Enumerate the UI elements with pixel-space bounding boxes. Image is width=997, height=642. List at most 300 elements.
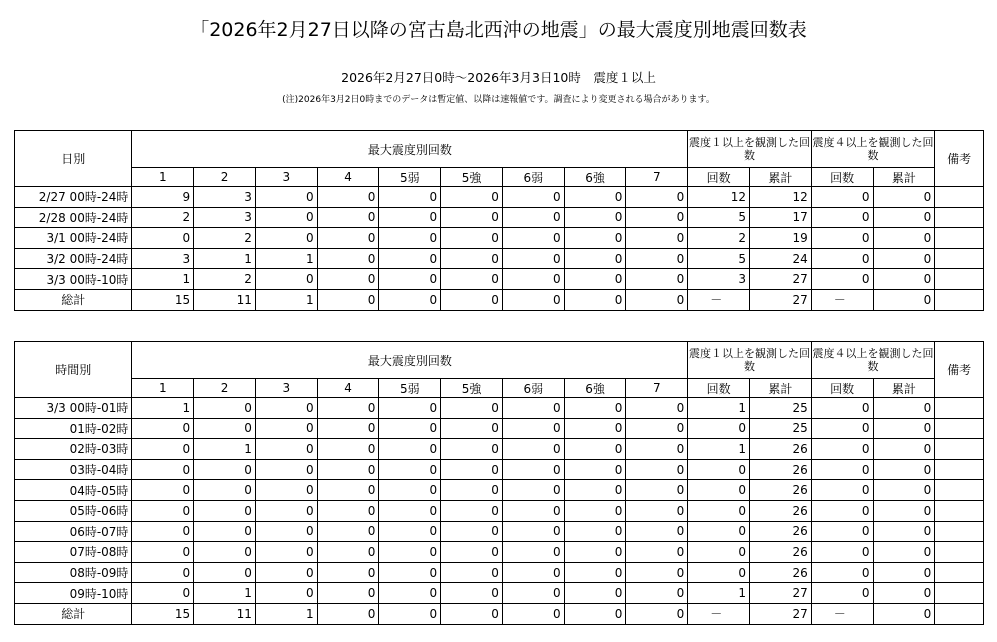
row-label: 05時-06時 — [15, 500, 132, 521]
obs1-count-cell: 3 — [688, 269, 750, 290]
intensity-count-cell: 0 — [502, 187, 564, 208]
intensity-count-cell: 0 — [441, 583, 503, 604]
table-row — [15, 187, 984, 208]
intensity-count-cell: 0 — [502, 603, 564, 624]
remarks-cell — [935, 542, 984, 563]
obs1-cumulative-cell: 26 — [750, 562, 812, 583]
obs1-cumulative-cell: 26 — [750, 500, 812, 521]
obs1-count-cell: 0 — [688, 521, 750, 542]
intensity-count-cell: 0 — [132, 459, 194, 480]
intensity-count-cell: 0 — [132, 418, 194, 439]
intensity-count-cell: 0 — [132, 542, 194, 563]
obs1-cumulative-cell: 27 — [750, 269, 812, 290]
obs1-count-cell: 0 — [688, 542, 750, 563]
intensity-count-cell: 0 — [379, 289, 441, 310]
intensity-count-cell: 0 — [255, 521, 317, 542]
intensity-count-cell: 0 — [317, 228, 379, 249]
intensity-count-cell: 0 — [379, 521, 441, 542]
intensity-count-cell: 0 — [626, 500, 688, 521]
intensity-count-cell: 0 — [626, 480, 688, 501]
intensity-count-cell: 0 — [255, 269, 317, 290]
intensity-count-cell: 0 — [317, 500, 379, 521]
row-label-header: 日別 — [15, 131, 132, 187]
obs1-count-cell: 1 — [688, 439, 750, 460]
row-label: 3/3 00時-10時 — [15, 269, 132, 290]
intensity-count-cell: 2 — [132, 207, 194, 228]
intensity-count-cell: 0 — [564, 289, 626, 310]
row-label: 2/28 00時-24時 — [15, 207, 132, 228]
page-title: 「2026年2月27日以降の宮古島北西沖の地震」の最大震度別地震回数表 — [190, 19, 807, 41]
intensity-count-cell: 11 — [194, 289, 256, 310]
intensity-count-cell: 0 — [564, 603, 626, 624]
obs1-count-cell: 5 — [688, 248, 750, 269]
hourly-count-table — [14, 341, 984, 625]
intensity-count-cell: 0 — [626, 418, 688, 439]
intensity-count-cell: 0 — [564, 521, 626, 542]
intensity-count-cell: 0 — [626, 187, 688, 208]
intensity-count-cell: 0 — [255, 187, 317, 208]
table-row — [15, 248, 984, 269]
intensity-count-cell: 0 — [564, 542, 626, 563]
obs4-count-cell: － — [811, 603, 873, 624]
daily-count-table — [14, 130, 984, 311]
count-header: 回数 — [688, 379, 750, 398]
intensity-count-cell: 1 — [132, 398, 194, 419]
intensity-count-cell: 0 — [317, 398, 379, 419]
obs4-cumulative-cell: 0 — [873, 562, 935, 583]
intensity-count-cell: 0 — [132, 583, 194, 604]
intensity-count-cell: 0 — [317, 562, 379, 583]
intensity-header: 5強 — [441, 168, 503, 187]
obs-intensity4-group-header: 震度４以上を観測した回数 — [811, 342, 935, 379]
table-row — [15, 228, 984, 249]
intensity-count-cell: 0 — [255, 542, 317, 563]
intensity-count-cell: 0 — [626, 289, 688, 310]
row-label: 3/2 00時-24時 — [15, 248, 132, 269]
row-label: 09時-10時 — [15, 583, 132, 604]
intensity-count-cell: 0 — [502, 269, 564, 290]
obs1-count-cell: 1 — [688, 398, 750, 419]
intensity-header: 6強 — [564, 168, 626, 187]
intensity-count-cell: 0 — [626, 562, 688, 583]
intensity-count-cell: 0 — [317, 459, 379, 480]
intensity-count-cell: 0 — [194, 562, 256, 583]
obs4-cumulative-cell: 0 — [873, 228, 935, 249]
table-row — [15, 500, 984, 521]
intensity-count-cell: 0 — [317, 480, 379, 501]
remarks-cell — [935, 480, 984, 501]
intensity-count-cell: 0 — [317, 439, 379, 460]
intensity-count-cell: 0 — [502, 500, 564, 521]
intensity-count-cell: 0 — [317, 248, 379, 269]
intensity-count-cell: 0 — [255, 228, 317, 249]
remarks-cell — [935, 187, 984, 208]
obs4-count-cell: 0 — [811, 459, 873, 480]
obs1-count-cell: 0 — [688, 459, 750, 480]
table-row — [15, 521, 984, 542]
remarks-cell — [935, 583, 984, 604]
obs4-count-cell: － — [811, 289, 873, 310]
obs4-cumulative-cell: 0 — [873, 269, 935, 290]
obs4-count-cell: 0 — [811, 521, 873, 542]
remarks-cell — [935, 521, 984, 542]
intensity-count-cell: 3 — [132, 248, 194, 269]
intensity-count-cell: 1 — [255, 603, 317, 624]
intensity-count-cell: 9 — [132, 187, 194, 208]
row-label-header: 時間別 — [15, 342, 132, 398]
intensity-header: 3 — [255, 379, 317, 398]
row-label: 06時-07時 — [15, 521, 132, 542]
intensity-count-cell: 0 — [441, 418, 503, 439]
intensity-count-cell: 0 — [502, 459, 564, 480]
table-row — [15, 439, 984, 460]
intensity-count-cell: 1 — [132, 269, 194, 290]
obs4-count-cell: 0 — [811, 187, 873, 208]
remarks-cell — [935, 269, 984, 290]
intensity-count-cell: 0 — [564, 500, 626, 521]
intensity-count-cell: 0 — [255, 562, 317, 583]
intensity-count-cell: 0 — [379, 542, 441, 563]
obs4-cumulative-cell: 0 — [873, 207, 935, 228]
obs4-cumulative-cell: 0 — [873, 521, 935, 542]
intensity-header: 4 — [317, 379, 379, 398]
intensity-count-cell: 0 — [441, 459, 503, 480]
intensity-header: 7 — [626, 379, 688, 398]
intensity-count-cell: 0 — [441, 480, 503, 501]
intensity-count-cell: 0 — [317, 289, 379, 310]
intensity-count-cell: 0 — [564, 439, 626, 460]
intensity-count-cell: 0 — [564, 228, 626, 249]
intensity-count-cell: 0 — [194, 521, 256, 542]
obs4-cumulative-cell: 0 — [873, 398, 935, 419]
intensity-count-cell: 0 — [255, 418, 317, 439]
intensity-count-cell: 0 — [564, 562, 626, 583]
remarks-cell — [935, 248, 984, 269]
intensity-count-cell: 1 — [194, 439, 256, 460]
obs1-count-cell: 0 — [688, 418, 750, 439]
row-label: 01時-02時 — [15, 418, 132, 439]
intensity-count-cell: 0 — [441, 500, 503, 521]
obs1-count-cell: 0 — [688, 480, 750, 501]
intensity-count-cell: 0 — [379, 603, 441, 624]
obs1-cumulative-cell: 25 — [750, 398, 812, 419]
intensity-count-cell: 1 — [194, 248, 256, 269]
intensity-count-cell: 0 — [255, 459, 317, 480]
remarks-cell — [935, 459, 984, 480]
data-note: (注)2026年3月2日0時までのデータは暫定値、以降は速報値です。調査により変更される場合があります。 — [282, 95, 715, 105]
intensity-count-cell: 0 — [564, 248, 626, 269]
intensity-count-cell: 0 — [194, 418, 256, 439]
intensity-count-cell: 0 — [441, 248, 503, 269]
obs4-cumulative-cell: 0 — [873, 459, 935, 480]
obs1-count-cell: － — [688, 289, 750, 310]
intensity-count-cell: 0 — [502, 583, 564, 604]
obs-intensity4-group-header: 震度４以上を観測した回数 — [811, 131, 935, 168]
obs1-cumulative-cell: 24 — [750, 248, 812, 269]
intensity-header: 5弱 — [379, 168, 441, 187]
table-row — [15, 418, 984, 439]
intensity-count-cell: 0 — [564, 269, 626, 290]
intensity-header: 7 — [626, 168, 688, 187]
intensity-count-cell: 0 — [379, 398, 441, 419]
obs4-count-cell: 0 — [811, 562, 873, 583]
obs4-cumulative-cell: 0 — [873, 289, 935, 310]
intensity-count-cell: 0 — [317, 542, 379, 563]
obs1-count-cell: 2 — [688, 228, 750, 249]
intensity-count-cell: 0 — [626, 521, 688, 542]
intensity-count-cell: 0 — [441, 398, 503, 419]
intensity-header: 3 — [255, 168, 317, 187]
intensity-count-cell: 1 — [255, 248, 317, 269]
intensity-count-cell: 0 — [255, 207, 317, 228]
intensity-count-cell: 0 — [317, 187, 379, 208]
intensity-count-cell: 0 — [317, 583, 379, 604]
intensity-count-cell: 15 — [132, 289, 194, 310]
obs4-count-cell: 0 — [811, 418, 873, 439]
intensity-count-cell: 2 — [194, 269, 256, 290]
intensity-count-cell: 0 — [441, 269, 503, 290]
remarks-header: 備考 — [935, 131, 984, 187]
remarks-cell — [935, 207, 984, 228]
obs1-count-cell: 12 — [688, 187, 750, 208]
obs4-cumulative-cell: 0 — [873, 418, 935, 439]
obs1-count-cell: 1 — [688, 583, 750, 604]
table-row — [15, 459, 984, 480]
intensity-count-cell: 3 — [194, 207, 256, 228]
intensity-count-cell: 0 — [132, 228, 194, 249]
intensity-count-cell: 0 — [626, 603, 688, 624]
intensity-count-cell: 0 — [502, 207, 564, 228]
intensity-count-cell: 0 — [626, 207, 688, 228]
row-label: 03時-04時 — [15, 459, 132, 480]
obs4-cumulative-cell: 0 — [873, 187, 935, 208]
obs1-count-cell: 5 — [688, 207, 750, 228]
intensity-count-cell: 0 — [194, 542, 256, 563]
row-label: 02時-03時 — [15, 439, 132, 460]
row-label: 3/3 00時-01時 — [15, 398, 132, 419]
obs4-count-cell: 0 — [811, 269, 873, 290]
intensity-header: 1 — [132, 379, 194, 398]
intensity-count-cell: 0 — [194, 398, 256, 419]
total-label: 総計 — [15, 289, 132, 310]
intensity-count-cell: 0 — [502, 521, 564, 542]
remarks-cell — [935, 439, 984, 460]
intensity-count-cell: 0 — [626, 248, 688, 269]
row-label: 08時-09時 — [15, 562, 132, 583]
intensity-count-cell: 0 — [194, 480, 256, 501]
obs4-count-cell: 0 — [811, 207, 873, 228]
intensity-count-cell: 0 — [626, 583, 688, 604]
intensity-count-cell: 0 — [255, 439, 317, 460]
intensity-count-cell: 0 — [564, 187, 626, 208]
intensity-count-cell: 1 — [255, 289, 317, 310]
obs1-count-cell: 0 — [688, 500, 750, 521]
intensity-header: 6弱 — [502, 168, 564, 187]
intensity-count-cell: 0 — [379, 228, 441, 249]
intensity-count-cell: 0 — [255, 398, 317, 419]
intensity-count-cell: 0 — [502, 480, 564, 501]
obs4-count-cell: 0 — [811, 542, 873, 563]
obs4-cumulative-cell: 0 — [873, 480, 935, 501]
intensity-count-cell: 0 — [379, 500, 441, 521]
remarks-cell — [935, 500, 984, 521]
intensity-count-cell: 0 — [564, 398, 626, 419]
cumulative-header: 累計 — [873, 168, 935, 187]
obs1-cumulative-cell: 12 — [750, 187, 812, 208]
obs4-cumulative-cell: 0 — [873, 439, 935, 460]
table-row — [15, 542, 984, 563]
intensity-header: 2 — [194, 168, 256, 187]
remarks-cell — [935, 418, 984, 439]
intensity-count-cell: 0 — [564, 207, 626, 228]
intensity-count-cell: 2 — [194, 228, 256, 249]
intensity-count-cell: 0 — [317, 269, 379, 290]
intensity-count-cell: 3 — [194, 187, 256, 208]
intensity-count-cell: 0 — [564, 583, 626, 604]
obs4-cumulative-cell: 0 — [873, 248, 935, 269]
intensity-count-cell: 0 — [132, 521, 194, 542]
intensity-count-cell: 0 — [379, 480, 441, 501]
obs1-cumulative-cell: 17 — [750, 207, 812, 228]
obs1-cumulative-cell: 26 — [750, 459, 812, 480]
intensity-header: 5強 — [441, 379, 503, 398]
obs1-cumulative-cell: 19 — [750, 228, 812, 249]
intensity-count-cell: 0 — [317, 207, 379, 228]
intensity-count-cell: 0 — [564, 459, 626, 480]
intensity-count-cell: 0 — [132, 439, 194, 460]
obs4-count-cell: 0 — [811, 248, 873, 269]
intensity-count-cell: 0 — [441, 542, 503, 563]
obs1-cumulative-cell: 26 — [750, 480, 812, 501]
intensity-count-cell: 0 — [379, 248, 441, 269]
intensity-count-cell: 0 — [626, 459, 688, 480]
obs4-count-cell: 0 — [811, 500, 873, 521]
obs-intensity1-group-header: 震度１以上を観測した回数 — [688, 342, 812, 379]
intensity-count-cell: 0 — [379, 269, 441, 290]
obs-intensity1-group-header: 震度１以上を観測した回数 — [688, 131, 812, 168]
total-row — [15, 603, 984, 624]
obs1-cumulative-cell: 26 — [750, 439, 812, 460]
obs1-cumulative-cell: 26 — [750, 542, 812, 563]
table-row — [15, 398, 984, 419]
remarks-cell — [935, 228, 984, 249]
obs1-cumulative-cell: 27 — [750, 603, 812, 624]
intensity-count-cell: 0 — [626, 439, 688, 460]
remarks-header: 備考 — [935, 342, 984, 398]
total-label: 総計 — [15, 603, 132, 624]
intensity-count-cell: 0 — [441, 289, 503, 310]
obs1-count-cell: 0 — [688, 562, 750, 583]
intensity-count-cell: 0 — [626, 228, 688, 249]
intensity-count-cell: 0 — [502, 398, 564, 419]
intensity-count-cell: 0 — [317, 521, 379, 542]
intensity-count-cell: 15 — [132, 603, 194, 624]
intensity-count-cell: 0 — [502, 542, 564, 563]
obs4-count-cell: 0 — [811, 583, 873, 604]
obs4-count-cell: 0 — [811, 439, 873, 460]
table-row — [15, 562, 984, 583]
intensity-count-cell: 0 — [379, 187, 441, 208]
obs4-count-cell: 0 — [811, 480, 873, 501]
intensity-count-cell: 0 — [441, 521, 503, 542]
intensity-count-cell: 0 — [132, 562, 194, 583]
intensity-count-cell: 0 — [379, 583, 441, 604]
obs4-count-cell: 0 — [811, 228, 873, 249]
table-row — [15, 269, 984, 290]
remarks-cell — [935, 562, 984, 583]
count-header: 回数 — [688, 168, 750, 187]
intensity-count-cell: 0 — [441, 228, 503, 249]
intensity-count-cell: 0 — [379, 439, 441, 460]
table-row — [15, 583, 984, 604]
obs1-cumulative-cell: 27 — [750, 289, 812, 310]
row-label: 3/1 00時-24時 — [15, 228, 132, 249]
intensity-count-cell: 0 — [132, 480, 194, 501]
row-label: 07時-08時 — [15, 542, 132, 563]
obs4-cumulative-cell: 0 — [873, 542, 935, 563]
intensity-count-cell: 0 — [132, 500, 194, 521]
intensity-count-cell: 0 — [255, 583, 317, 604]
intensity-count-cell: 0 — [441, 207, 503, 228]
obs4-cumulative-cell: 0 — [873, 583, 935, 604]
intensity-count-cell: 0 — [564, 418, 626, 439]
intensity-count-cell: 0 — [379, 459, 441, 480]
total-row — [15, 289, 984, 310]
cumulative-header: 累計 — [750, 168, 812, 187]
intensity-count-cell: 0 — [441, 187, 503, 208]
max-intensity-group-header: 最大震度別回数 — [132, 131, 688, 168]
row-label: 04時-05時 — [15, 480, 132, 501]
intensity-count-cell: 1 — [194, 583, 256, 604]
intensity-count-cell: 0 — [502, 562, 564, 583]
intensity-count-cell: 0 — [255, 500, 317, 521]
intensity-count-cell: 0 — [626, 269, 688, 290]
remarks-cell — [935, 603, 984, 624]
intensity-count-cell: 0 — [441, 562, 503, 583]
obs1-count-cell: － — [688, 603, 750, 624]
obs1-cumulative-cell: 26 — [750, 521, 812, 542]
obs4-cumulative-cell: 0 — [873, 500, 935, 521]
count-header: 回数 — [811, 168, 873, 187]
max-intensity-group-header: 最大震度別回数 — [132, 342, 688, 379]
count-header: 回数 — [811, 379, 873, 398]
intensity-count-cell: 0 — [194, 459, 256, 480]
cumulative-header: 累計 — [750, 379, 812, 398]
remarks-cell — [935, 289, 984, 310]
intensity-header: 6強 — [564, 379, 626, 398]
intensity-count-cell: 0 — [502, 289, 564, 310]
table-row — [15, 480, 984, 501]
obs4-count-cell: 0 — [811, 398, 873, 419]
intensity-count-cell: 0 — [502, 418, 564, 439]
intensity-count-cell: 0 — [317, 603, 379, 624]
intensity-count-cell: 0 — [379, 207, 441, 228]
intensity-count-cell: 0 — [441, 603, 503, 624]
row-label: 2/27 00時-24時 — [15, 187, 132, 208]
obs1-cumulative-cell: 27 — [750, 583, 812, 604]
obs1-cumulative-cell: 25 — [750, 418, 812, 439]
intensity-header: 1 — [132, 168, 194, 187]
intensity-count-cell: 11 — [194, 603, 256, 624]
intensity-count-cell: 0 — [255, 480, 317, 501]
intensity-header: 5弱 — [379, 379, 441, 398]
intensity-count-cell: 0 — [317, 418, 379, 439]
intensity-count-cell: 0 — [502, 228, 564, 249]
period-subtitle: 2026年2月27日0時～2026年3月3日10時 震度１以上 — [341, 70, 656, 85]
intensity-count-cell: 0 — [502, 248, 564, 269]
obs4-cumulative-cell: 0 — [873, 603, 935, 624]
intensity-count-cell: 0 — [379, 562, 441, 583]
